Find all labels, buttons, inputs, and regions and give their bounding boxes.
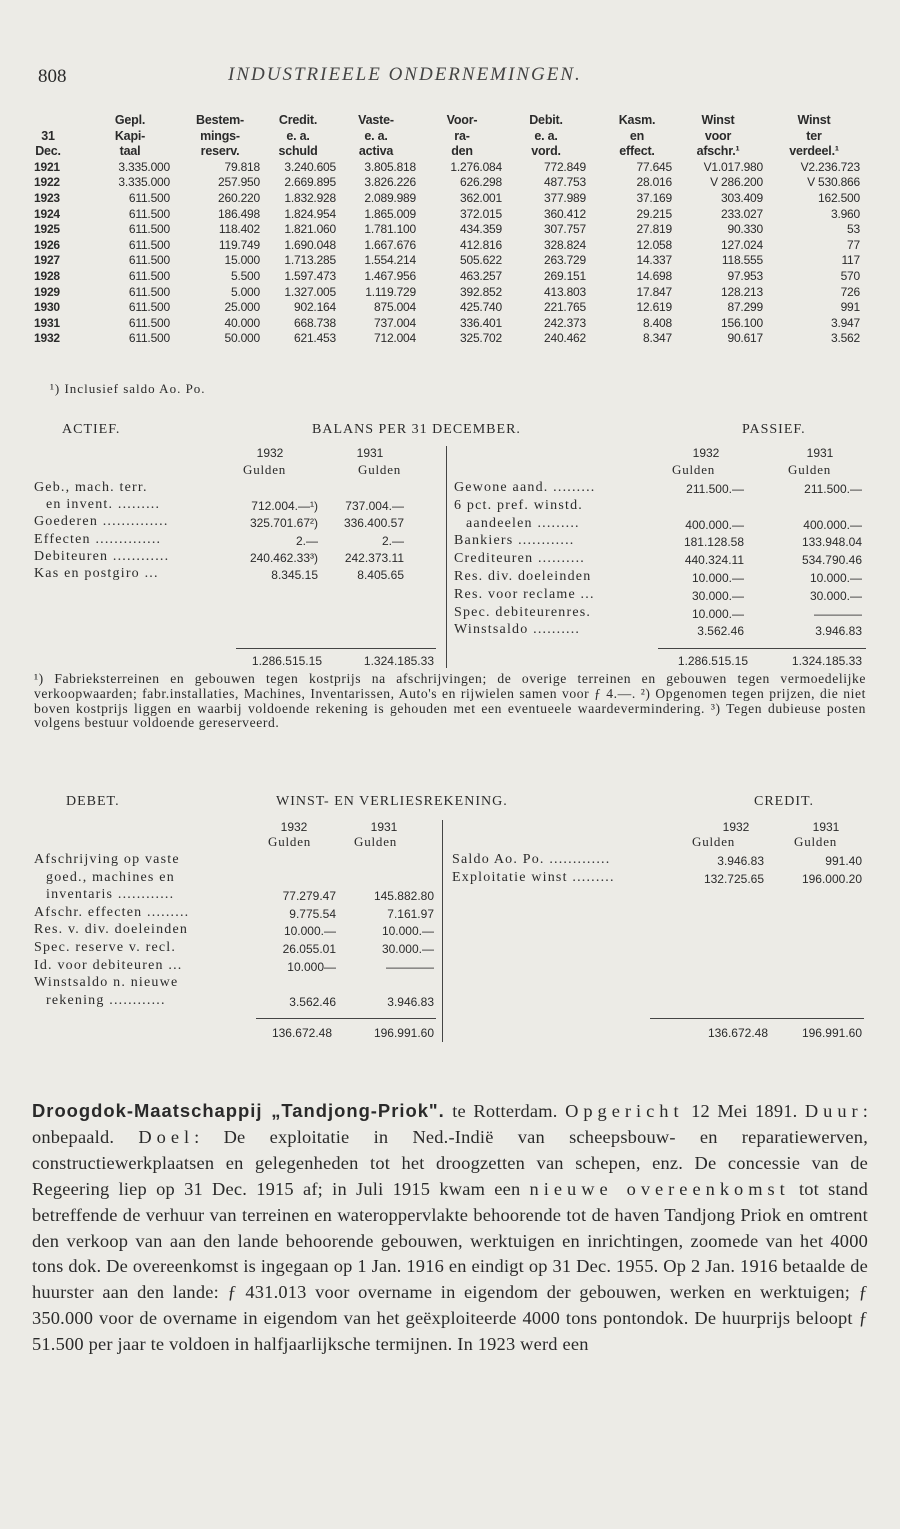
actief-total-rule: [236, 648, 436, 649]
stat-header-row: [30, 112, 860, 128]
passief-label: Bankiers ............: [454, 533, 575, 549]
stat-value-cell: 1.119.729: [365, 284, 416, 299]
passief-value-b: 534.790.46: [801, 553, 862, 568]
stat-value-cell: 360.412: [544, 206, 586, 221]
stat-value-cell: 611.500: [128, 222, 170, 237]
stat-year-cell: 1931: [34, 315, 60, 330]
debet-label: Id. voor debiteuren ...: [34, 957, 183, 973]
stat-value-cell: 1.327.005: [284, 284, 336, 299]
debet-label: Spec. reserve v. recl.: [34, 940, 177, 955]
debet-total-a: 136.672.48: [271, 1026, 332, 1040]
passief-value-b: 10.000.—: [809, 571, 862, 585]
stat-value-cell: 8.347: [642, 331, 672, 346]
stat-value-cell: 505.622: [460, 253, 502, 268]
stat-value-cell: 8.408: [642, 315, 672, 330]
passief-label: Gewone aand. .........: [454, 480, 596, 495]
stat-header-cell: Dec.: [35, 144, 61, 159]
stat-value-cell: 1.467.956: [364, 268, 416, 283]
stat-value-cell: 77: [847, 237, 860, 252]
stat-year-cell: 1926: [34, 237, 60, 252]
passief-value-a: 211.500.—: [686, 482, 744, 496]
balance-divider: [446, 446, 447, 668]
duur-label: Duur: [804, 1101, 863, 1121]
stat-value-cell: 15.000: [224, 253, 260, 268]
debet-value-b: 10.000.—: [381, 924, 434, 939]
credit-label: Saldo Ao. Po. .............: [452, 852, 611, 867]
stat-header-cell: Vaste-: [358, 113, 394, 127]
stat-value-cell: 1.276.084: [450, 159, 502, 174]
company-place: te Rotterdam.: [444, 1101, 558, 1121]
stat-row: [30, 174, 860, 190]
stat-value-cell: 1.597.473: [284, 268, 336, 283]
stat-year-cell: 1921: [34, 159, 60, 174]
stat-value-cell: 117: [841, 253, 860, 268]
credit-unit-b: Gulden: [794, 834, 838, 849]
stat-value-cell: 611.500: [128, 284, 170, 299]
stat-value-cell: 14.698: [636, 268, 672, 283]
stat-row: [30, 206, 860, 222]
credit-value-a: 132.725.65: [703, 871, 764, 886]
stat-value-cell: 14.337: [636, 253, 672, 268]
company-name: Droogdok-Maatschappij „Tandjong-Priok".: [32, 1100, 445, 1121]
stat-value-cell: 263.729: [544, 253, 586, 268]
stat-header-cell: afschr.¹: [696, 144, 740, 159]
stat-value-cell: 362.001: [460, 190, 502, 205]
debet-year-a: 1932: [280, 820, 308, 834]
credit-total-rule: [650, 1018, 864, 1019]
stat-value-cell: 3.805.818: [364, 159, 416, 174]
stat-value-cell: 1.667.676: [364, 237, 416, 252]
stat-value-cell: 5.500: [230, 268, 260, 283]
stat-value-cell: 53: [847, 222, 860, 237]
stat-value-cell: 87.299: [727, 300, 763, 315]
credit-value-a: 3.946.83: [717, 854, 764, 868]
stat-value-cell: 303.409: [721, 190, 763, 205]
stat-value-cell: 162.500: [818, 190, 860, 205]
stat-value-cell: 712.004: [374, 331, 416, 346]
stat-value-cell: 737.004: [374, 315, 416, 330]
passief-year-a: 1932: [692, 446, 720, 460]
passief-label: Res. div. doeleinden: [454, 569, 592, 584]
stat-value-cell: 392.852: [460, 284, 502, 299]
stat-value-cell: 1.690.048: [284, 237, 336, 252]
stat-value-cell: 611.500: [128, 300, 170, 315]
debet-label: Afschrijving op vaste: [34, 852, 180, 867]
passief-value-a: 10.000.—: [691, 606, 744, 621]
actief-value-a: 712.004.—¹): [251, 499, 318, 514]
balance-footnote: ¹) Fabrieksterreinen en gebouwen tegen kostprijs na afschrijvingen; de overige terreinen en gebouwen tegen vermoedelijke verkoopwaarden; fabr.installaties, Machines, Inventarissen, Auto's en rijwielen samen voor ƒ 4.—. ²) Opgenomen tegen prijzen, die niet boven kostprijs liggen en waarbij voldoende rekening is gehouden met een eventueele waardevermindering. ³) Tegen dubieuse posten volgens bestuur voldoende gereserveerd.: [34, 671, 866, 731]
credit-unit-a: Gulden: [692, 834, 736, 849]
stat-year-cell: 1925: [34, 222, 60, 237]
debet-value-a: 26.055.01: [282, 942, 336, 956]
stat-value-cell: 3.826.226: [364, 175, 416, 190]
debet-value-a: 10.000.—: [283, 924, 336, 939]
stat-value-cell: 119.749: [218, 237, 260, 252]
passief-title: PASSIEF.: [742, 422, 806, 437]
actief-value-b: 242.373.11: [344, 550, 404, 565]
stat-value-cell: 487.753: [544, 175, 586, 190]
debet-label: Afschr. effecten .........: [34, 904, 190, 920]
stat-value-cell: 97.953: [727, 268, 763, 283]
credit-total-a: 136.672.48: [707, 1026, 768, 1040]
stat-header-row: [30, 128, 860, 144]
debet-title: DEBET.: [66, 794, 120, 809]
stat-header-cell: Winst: [797, 113, 831, 127]
stat-value-cell: 611.500: [128, 206, 170, 221]
stat-row: [30, 330, 860, 346]
debet-label: Res. v. div. doeleinden: [34, 922, 189, 938]
stat-value-cell: 28.016: [636, 175, 672, 190]
credit-title: CREDIT.: [754, 794, 815, 809]
stat-row: [30, 221, 860, 237]
stat-value-cell: 260.220: [218, 190, 260, 205]
debet-value-b: 145.882.80: [373, 889, 434, 904]
actief-label: Debiteuren ............: [34, 548, 170, 564]
stat-value-cell: 611.500: [128, 315, 170, 330]
stat-year-cell: 1923: [34, 190, 60, 205]
statistics-footnote: ¹) Inclusief saldo Ao. Po.: [50, 381, 206, 396]
stat-value-cell: 3.335.000: [118, 159, 170, 174]
passief-value-a: 440.324.11: [684, 553, 744, 568]
stat-value-cell: 626.298: [460, 175, 502, 190]
passief-value-b: 30.000.—: [809, 588, 862, 603]
passief-value-a: 3.562.46: [697, 624, 744, 639]
stat-value-cell: 79.818: [224, 159, 260, 174]
actief-value-a: 325.701.67²): [249, 516, 318, 531]
pl-title: WINST- EN VERLIESREKENING.: [276, 794, 508, 809]
debet-value-a: 10.000—: [287, 959, 336, 974]
stat-value-cell: 2.089.989: [364, 190, 416, 205]
stat-row: [30, 237, 860, 253]
stat-value-cell: 570: [840, 268, 860, 283]
debet-label: goed., machines en: [46, 869, 175, 885]
actief-label: Effecten ..............: [34, 531, 162, 547]
stat-value-cell: 425.740: [460, 300, 502, 315]
stat-row: [30, 315, 860, 331]
debet-value-a: 77.279.47: [282, 889, 336, 904]
passief-label: Spec. debiteurenres.: [454, 604, 592, 620]
stat-header-cell: e. a.: [286, 128, 310, 143]
stat-header-cell: verdeel.¹: [789, 144, 839, 159]
debet-total-rule: [256, 1018, 436, 1019]
stat-value-cell: 269.151: [544, 268, 586, 283]
stat-value-cell: 90.330: [727, 222, 763, 237]
stat-value-cell: 611.500: [128, 253, 170, 268]
stat-value-cell: 17.847: [636, 284, 672, 299]
stat-value-cell: 127.024: [721, 237, 763, 252]
passief-value-b: 211.500.—: [804, 482, 862, 496]
stat-header-cell: effect.: [619, 144, 655, 159]
stat-value-cell: 1.824.954: [284, 206, 336, 221]
stat-header-cell: e. a.: [364, 128, 388, 143]
stat-value-cell: 611.500: [128, 237, 170, 252]
debet-total-b: 196.991.60: [373, 1026, 434, 1040]
stat-header-cell: Credit.: [278, 113, 318, 127]
stat-year-cell: 1924: [34, 206, 60, 221]
stat-header-cell: Bestem-: [196, 113, 244, 127]
doel-label: Doel: [138, 1126, 195, 1147]
actief-value-a: 8.345.15: [271, 568, 318, 582]
passief-total-a: 1.286.515.15: [677, 654, 748, 668]
stat-value-cell: 156.100: [721, 315, 763, 330]
stat-value-cell: 412.816: [460, 237, 502, 252]
credit-value-b: 991.40: [825, 854, 862, 868]
stat-value-cell: 1.865.009: [364, 206, 416, 221]
stat-header-cell: schuld: [278, 144, 318, 159]
passief-label: aandeelen .........: [466, 515, 580, 531]
stat-row: [30, 190, 860, 206]
stat-header-cell: den: [451, 144, 473, 159]
actief-label: en invent. .........: [46, 497, 161, 513]
stat-value-cell: 12.058: [636, 237, 672, 252]
stat-value-cell: 325.702: [460, 331, 502, 346]
passief-value-b: ————: [814, 606, 862, 621]
stat-value-cell: 128.213: [721, 284, 763, 299]
passief-unit-a: Gulden: [672, 462, 716, 477]
stat-value-cell: 221.765: [544, 300, 586, 315]
balance-title: BALANS PER 31 DECEMBER.: [312, 422, 521, 437]
debet-value-b: 7.161.97: [387, 906, 434, 921]
stat-value-cell: 875.004: [374, 300, 416, 315]
passief-total-rule: [658, 648, 866, 649]
stat-value-cell: V 530.866: [807, 175, 860, 190]
stat-row: [30, 284, 860, 300]
stat-value-cell: 12.619: [636, 300, 672, 315]
stat-value-cell: 5.000: [230, 284, 260, 299]
actief-unit-b: Gulden: [358, 462, 402, 477]
passief-value-a: 181.128.58: [683, 535, 744, 550]
actief-value-b: 8.405.65: [357, 568, 404, 582]
opgericht-value: 12 Mei 1891.: [683, 1101, 805, 1121]
debet-year-b: 1931: [370, 820, 398, 834]
stat-value-cell: 307.757: [544, 222, 586, 237]
stat-year-cell: 1927: [34, 253, 60, 268]
stat-value-cell: 186.498: [218, 206, 260, 221]
stat-header-cell: ra-: [454, 128, 470, 143]
stat-header-cell: 31: [41, 128, 55, 143]
stat-value-cell: 991: [840, 300, 860, 315]
stat-value-cell: 1.554.214: [364, 253, 416, 268]
stat-value-cell: 25.000: [224, 300, 260, 315]
passief-value-a: 10.000.—: [691, 571, 744, 585]
actief-title: ACTIEF.: [62, 422, 121, 437]
actief-year-a: 1932: [256, 446, 284, 460]
passief-value-b: 133.948.04: [801, 535, 862, 550]
doel-value: : De exploitatie in Ned.-Indië van scheepsbouw- en reparatiewerven, constructiewerkplaatsen en gelegenheden tot het droogzetten van schepen, enz. De concessie van de Regeering liep op 31 Dec. 1915 af; in Juli 1915 kwam een: [32, 1126, 868, 1199]
credit-year-b: 1931: [812, 820, 840, 834]
stat-header-cell: vord.: [531, 144, 561, 159]
stat-value-cell: 463.257: [460, 268, 502, 283]
actief-year-b: 1931: [356, 446, 384, 460]
article-rest: tot stand betreffende de verhuur van terreinen en wateroppervlakte behoorende tot de haven Tandjong Priok en omtrent den verkoop van aan den lande behoorende gebouwen, werktuigen en inrichtingen, zoomede van het 4000 tons dok. De overeenkomst is ingegaan op 1 Jan. 1916 en eindigt op 31 Dec. 1955. Op 2 Jan. 1916 betaalde de huurster aan den lande: ƒ 431.013 voor overname in eigendom der gebouwen, werken en werktuigen; ƒ 350.000 voor de overname in eigendom van het geëxploiteerde 4000 tons pontondok. De huurprijs beloopt ƒ 51.500 per jaar te voldoen in halfjaarlijksche termijnen. In 1923 werd een: [32, 1178, 868, 1355]
stat-value-cell: 336.401: [460, 315, 502, 330]
stat-value-cell: 611.500: [128, 331, 170, 346]
stat-row: [30, 159, 860, 175]
duur-value: : onbepaald.: [32, 1101, 868, 1147]
stat-header-cell: Debit.: [529, 113, 563, 127]
stat-year-cell: 1930: [34, 300, 60, 315]
debet-value-b: 3.946.83: [387, 994, 434, 1009]
stat-year-cell: 1922: [34, 175, 60, 190]
pl-divider: [442, 820, 443, 1042]
debet-value-b: 30.000.—: [381, 942, 434, 956]
stat-value-cell: 328.824: [544, 237, 586, 252]
stat-value-cell: 233.027: [721, 206, 763, 221]
passief-total-b: 1.324.185.33: [791, 654, 862, 668]
stat-value-cell: 242.373: [544, 315, 586, 330]
passief-label: Winstsaldo ..........: [454, 622, 581, 638]
actief-value-a: 2.—: [295, 533, 318, 548]
stat-value-cell: 90.617: [727, 331, 763, 346]
stat-value-cell: V 286.200: [710, 175, 763, 190]
passief-value-a: 400.000.—: [685, 517, 744, 532]
stat-value-cell: 372.015: [460, 206, 502, 221]
debet-label: rekening ............: [46, 992, 166, 1008]
stat-value-cell: 240.462: [544, 331, 586, 346]
stat-header-cell: Kapi-: [114, 128, 146, 143]
stat-value-cell: 118.402: [218, 222, 260, 237]
stat-row: [30, 268, 860, 284]
stat-header-cell: reserv.: [200, 144, 240, 159]
stat-value-cell: 118.555: [721, 253, 763, 268]
stat-header-cell: mings-: [200, 128, 240, 143]
stat-value-cell: 377.989: [544, 190, 586, 205]
stat-value-cell: 3.240.605: [284, 159, 336, 174]
passief-label: Res. voor reclame ...: [454, 586, 595, 602]
credit-value-b: 196.000.20: [801, 871, 862, 886]
nieuwe-overeenkomst: nieuwe overeenkomst: [529, 1178, 790, 1199]
stat-value-cell: 668.738: [294, 315, 336, 330]
statistics-table: [30, 112, 860, 346]
credit-year-a: 1932: [722, 820, 750, 834]
stat-value-cell: 611.500: [128, 268, 170, 283]
debet-value-a: 9.775.54: [289, 906, 336, 921]
stat-value-cell: 902.164: [294, 300, 336, 315]
stat-value-cell: V2.236.723: [800, 159, 860, 174]
stat-header-cell: activa: [358, 144, 394, 159]
stat-header-cell: Winst: [701, 113, 735, 127]
stat-value-cell: 611.500: [128, 190, 170, 205]
stat-value-cell: 3.947: [830, 315, 860, 330]
company-article: [32, 1098, 868, 1358]
actief-label: Goederen ..............: [34, 514, 169, 530]
stat-row: [30, 299, 860, 315]
stat-value-cell: 257.950: [218, 175, 260, 190]
debet-label: inventaris ............: [46, 887, 175, 903]
stat-value-cell: 40.000: [224, 315, 260, 330]
stat-value-cell: 413.803: [544, 284, 586, 299]
actief-value-b: 336.400.57: [343, 516, 404, 531]
passief-unit-b: Gulden: [788, 462, 832, 477]
stat-header-row: [30, 143, 860, 159]
stat-header-cell: ter: [806, 128, 822, 143]
credit-label: Exploitatie winst .........: [452, 869, 615, 885]
actief-total-b: 1.324.185.33: [363, 654, 434, 668]
stat-value-cell: 1.781.100: [364, 222, 416, 237]
actief-total-a: 1.286.515.15: [251, 654, 322, 668]
stat-header-cell: voor: [704, 128, 732, 143]
stat-value-cell: 1.713.285: [284, 253, 336, 268]
stat-value-cell: 77.645: [636, 159, 672, 174]
stat-header-cell: en: [629, 128, 645, 143]
passief-value-a: 30.000.—: [691, 588, 744, 603]
actief-unit-a: Gulden: [243, 462, 287, 477]
stat-value-cell: 1.821.060: [284, 222, 336, 237]
stat-row: [30, 252, 860, 268]
passief-year-b: 1931: [806, 446, 834, 460]
stat-header-cell: e. a.: [534, 128, 558, 143]
passief-label: 6 pct. pref. winstd.: [454, 497, 583, 513]
stat-value-cell: 2.669.895: [284, 175, 336, 190]
actief-value-a: 240.462.33³): [249, 550, 318, 565]
actief-label: Kas en postgiro ...: [34, 566, 159, 581]
stat-header-cell: Kasm.: [618, 113, 656, 127]
stat-header-cell: taal: [119, 144, 141, 159]
stat-year-cell: 1932: [34, 331, 60, 346]
stat-value-cell: 726: [840, 284, 860, 299]
stat-value-cell: 1.832.928: [284, 190, 336, 205]
stat-year-cell: 1929: [34, 284, 60, 299]
passief-value-b: 3.946.83: [815, 624, 862, 639]
passief-value-b: 400.000.—: [803, 517, 862, 532]
stat-value-cell: 621.453: [294, 331, 336, 346]
stat-value-cell: 27.819: [636, 222, 672, 237]
actief-value-b: 737.004.—: [345, 499, 404, 514]
stat-value-cell: 29.215: [636, 206, 672, 221]
stat-header-cell: Gepl.: [114, 113, 146, 127]
passief-label: Crediteuren ..........: [454, 551, 585, 567]
stat-value-cell: 434.359: [460, 222, 502, 237]
stat-header-cell: Voor-: [446, 113, 478, 127]
stat-value-cell: 50.000: [224, 331, 260, 346]
debet-unit-a: Gulden: [268, 834, 312, 849]
page-number: 808: [38, 66, 67, 87]
credit-total-b: 196.991.60: [801, 1026, 862, 1040]
debet-value-b: ————: [386, 959, 434, 974]
opgericht-label: Opgericht: [565, 1101, 684, 1121]
stat-value-cell: V1.017.980: [703, 159, 763, 174]
actief-value-b: 2.—: [381, 533, 404, 548]
actief-label: Geb., mach. terr.: [34, 480, 148, 495]
stat-value-cell: 3.562: [830, 331, 860, 346]
debet-label: Winstsaldo n. nieuwe: [34, 975, 179, 991]
stat-value-cell: 37.169: [636, 190, 672, 205]
stat-year-cell: 1928: [34, 268, 60, 283]
stat-value-cell: 772.849: [544, 159, 586, 174]
running-title: INDUSTRIEELE ONDERNEMINGEN.: [228, 64, 582, 85]
debet-value-a: 3.562.46: [289, 994, 336, 1009]
debet-unit-b: Gulden: [354, 834, 398, 849]
stat-value-cell: 3.335.000: [118, 175, 170, 190]
stat-value-cell: 3.960: [830, 206, 860, 221]
